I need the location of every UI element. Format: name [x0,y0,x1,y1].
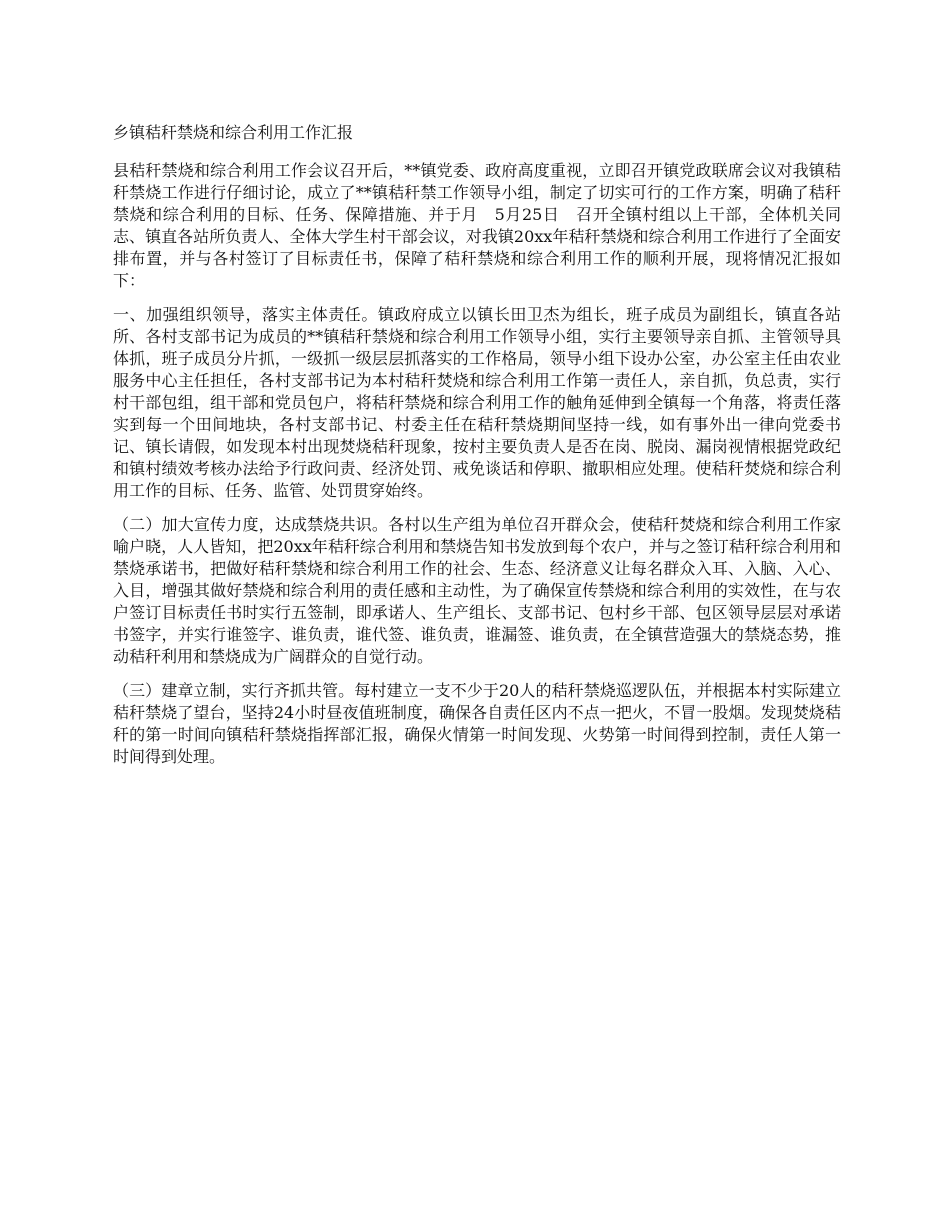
paragraph-section-1: 一、加强组织领导，落实主体责任。镇政府成立以镇长田卫杰为组长，班子成员为副组长，镇直各站所、各村支部书记为成员的**镇秸秆禁烧和综合利用工作领导小组，实行主要领导亲自抓、主管领导具体抓，班子成员分片抓，一级抓一级层层抓落实的工作格局，领导小组下设办公室，办公室主任由农业服务中心主任担任，各村支部书记为本村秸秆焚烧和综合利用工作第一责任人，亲自抓，负总责，实行村干部包组，组干部和党员包户，将秸秆禁烧和综合利用工作的触角延伸到全镇每一个角落，将责任落实到每一个田间地块，各村支部书记、村委主任在秸秆禁烧期间坚持一线，如有事外出一律向党委书记、镇长请假，如发现本村出现焚烧秸秆现象，按村主要负责人是否在岗、脱岗、漏岗视情根据党政纪和镇村绩效考核办法给予行政问责、经济处罚、戒免谈话和停职、撤职相应处理。使秸秆焚烧和综合利用工作的目标、任务、监管、处罚贯穿始终。 [113,305,841,500]
paragraph-section-2: （二）加大宣传力度，达成禁烧共识。各村以生产组为单位召开群众会，使秸秆焚烧和综合利用工作家喻户晓，人人皆知，把20xx年秸秆综合利用和禁烧告知书发放到每个农户，并与之签订秸秆综合利用和禁烧承诺书，把做好秸秆禁烧和综合利用工作的社会、生态、经济意义让每名群众入耳、入脑、入心、入目，增强其做好禁烧和综合利用的责任感和主动性，为了确保宣传禁烧和综合利用的实效性，在与农户签订目标责任书时实行五签制，即承诺人、生产组长、支部书记、包村乡干部、包区领导层层对承诺书签字，并实行谁签字、谁负责，谁代签、谁负责，谁漏签、谁负责，在全镇营造强大的禁烧态势，推动秸秆利用和禁烧成为广阔群众的自觉行动。 [113,515,841,666]
document-page [113,122,841,780]
paragraph-section-3: （三）建章立制，实行齐抓共管。每村建立一支不少于20人的秸秆禁烧巡逻队伍，并根据本村实际建立秸秆禁烧了望台，坚持24小时昼夜值班制度，确保各自责任区内不点一把火，不冒一股烟。发现焚烧秸秆的第一时间向镇秸秆禁烧指挥部汇报，确保火情第一时间发现、火势第一时间得到控制，责任人第一时间得到处理。 [113,681,841,766]
paragraph-intro: 县秸秆禁烧和综合利用工作会议召开后，**镇党委、政府高度重视，立即召开镇党政联席会议对我镇秸秆禁烧工作进行仔细讨论，成立了**镇秸秆禁工作领导小组，制定了切实可行的工作方案，明确了秸秆禁烧和综合利用的目标、任务、保障措施、并于月 5月25日 召开全镇村组以上干部，全体机关同志、镇直各站所负责人、全体大学生村干部会议，对我镇20xx年秸秆禁烧和综合利用工作进行了全面安排布置，并与各村签订了目标责任书，保障了秸秆禁烧和综合利用工作的顺利开展，现将情况汇报如下： [113,161,841,290]
document-title: 乡镇秸秆禁烧和综合利用工作汇报 [113,123,354,142]
